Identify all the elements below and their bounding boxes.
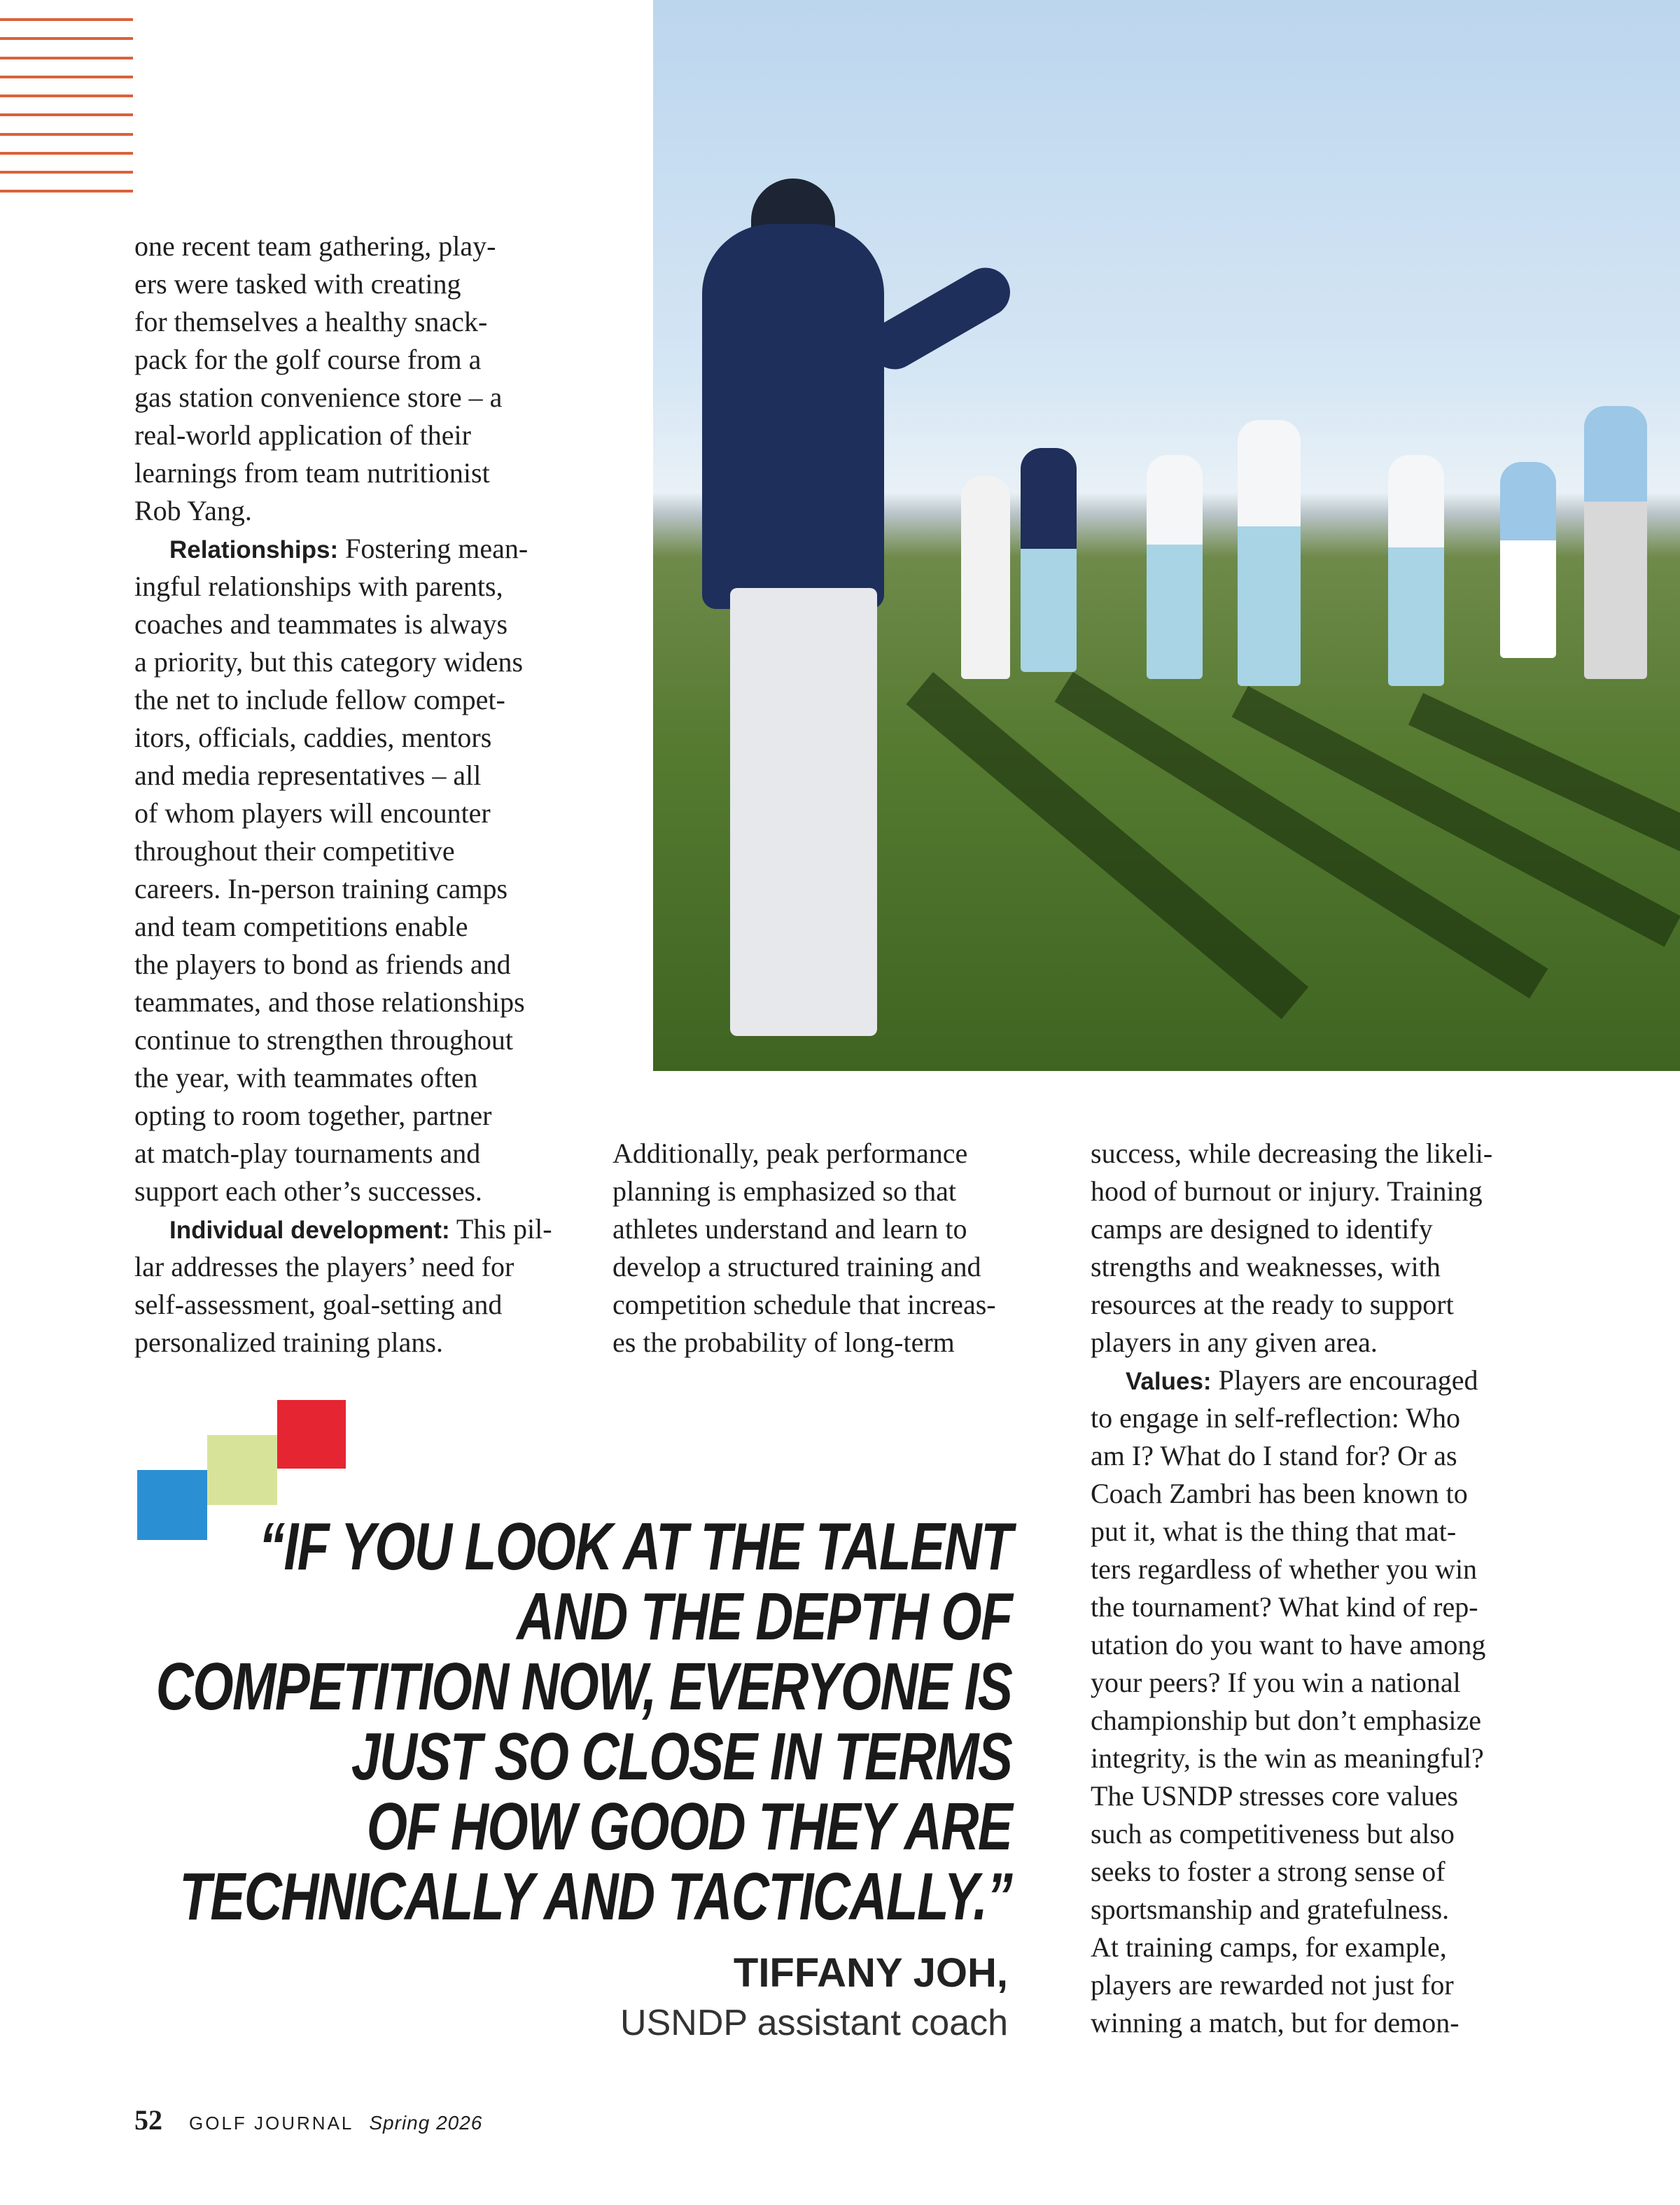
coach-jacket xyxy=(702,224,884,609)
text-line: gas station convenience store – a xyxy=(134,382,503,413)
text-line: integrity, is the win as meaningful? xyxy=(1091,1742,1484,1774)
rule xyxy=(0,171,133,174)
decorative-square-green xyxy=(207,1435,277,1505)
text-line: the year, with teammates often xyxy=(134,1062,478,1093)
text-line: camps are designed to identify xyxy=(1091,1213,1433,1245)
player-figure xyxy=(961,476,1010,679)
section-lead-individual-development: Individual development: xyxy=(169,1217,450,1244)
text-line: es the probability of long-term xyxy=(612,1326,955,1358)
text-line: sportsmanship and gratefulness. xyxy=(1091,1893,1450,1925)
player-figure xyxy=(1388,455,1444,686)
rule xyxy=(0,57,133,59)
text-line: and media representatives – all xyxy=(134,760,482,791)
text-line: of whom players will encounter xyxy=(134,797,491,829)
text-line: a priority, but this category widens xyxy=(134,646,524,678)
text-line: winning a match, but for demon- xyxy=(1091,2007,1460,2038)
text-line: utation do you want to have among xyxy=(1091,1629,1486,1660)
player-figure xyxy=(1500,462,1556,658)
text-line: for themselves a healthy snack- xyxy=(134,306,488,337)
player-figure xyxy=(1021,448,1077,672)
text-line: players are rewarded not just for xyxy=(1091,1969,1454,2001)
quote-line: COMPETITION NOW, EVERYONE IS xyxy=(155,1649,1011,1724)
text-line: itors, officials, caddies, mentors xyxy=(134,722,492,753)
rule xyxy=(0,190,133,192)
rule xyxy=(0,76,133,78)
quote-line: OF HOW GOOD THEY ARE xyxy=(366,1789,1011,1864)
text-line: throughout their competitive xyxy=(134,835,455,867)
player-figure xyxy=(1238,420,1301,686)
coach-pants xyxy=(730,588,877,1036)
text-line: personalized training plans. xyxy=(134,1326,443,1358)
text-line: careers. In-person training camps xyxy=(134,873,508,904)
text-line: resources at the ready to support xyxy=(1091,1289,1454,1320)
text-line: championship but don’t emphasize xyxy=(1091,1704,1482,1736)
text-line: at match-play tournaments and xyxy=(134,1138,481,1169)
publication-name: GOLF JOURNAL xyxy=(189,2113,354,2134)
text-line: athletes understand and learn to xyxy=(612,1213,967,1245)
text-line: Coach Zambri has been known to xyxy=(1091,1478,1468,1509)
rule xyxy=(0,152,133,155)
text-line: Rob Yang. xyxy=(134,495,252,526)
team-photo xyxy=(653,0,1680,1071)
quote-line: JUST SO CLOSE IN TERMS xyxy=(351,1719,1011,1794)
text-line: At training camps, for example, xyxy=(1091,1931,1447,1963)
text-line: such as competitiveness but also xyxy=(1091,1818,1455,1849)
pull-quote xyxy=(0,1509,1011,1934)
player-figure xyxy=(1584,406,1647,679)
text-line: Values: Players are encouraged xyxy=(1126,1364,1478,1396)
text-line: ers were tasked with creating xyxy=(134,268,461,300)
text-line: Additionally, peak performance xyxy=(612,1138,968,1169)
decorative-square-red xyxy=(277,1400,346,1469)
text-line: Relationships: Fostering mean- xyxy=(169,533,528,564)
text-line: one recent team gathering, play- xyxy=(134,230,496,262)
quote-line: TECHNICALLY AND TACTICALLY.” xyxy=(178,1859,1011,1934)
text-line: ingful relationships with parents, xyxy=(134,570,503,602)
text-line: real-world application of their xyxy=(134,419,471,451)
text-line: Individual development: This pil- xyxy=(169,1213,552,1245)
text-line: support each other’s successes. xyxy=(134,1175,482,1207)
text-line: strengths and weaknesses, with xyxy=(1091,1251,1441,1282)
page-number: 52 xyxy=(134,2104,162,2136)
rule xyxy=(0,18,133,21)
text-line: seeks to foster a strong sense of xyxy=(1091,1856,1446,1887)
quote-attribution-name: TIFFANY JOH, xyxy=(733,1950,1008,1996)
page-footer xyxy=(134,2104,482,2136)
text-line: planning is emphasized so that xyxy=(612,1175,957,1207)
text-line: The USNDP stresses core values xyxy=(1091,1780,1459,1812)
text-line: am I? What do I stand for? Or as xyxy=(1091,1440,1457,1471)
rule xyxy=(0,94,133,97)
text-line: teammates, and those relationships xyxy=(134,986,525,1018)
coach-arm xyxy=(861,259,1019,379)
article-column-1 xyxy=(134,227,596,1362)
section-lead-values: Values: xyxy=(1126,1368,1212,1395)
text-line: success, while decreasing the likeli- xyxy=(1091,1138,1493,1169)
text-line: ters regardless of whether you win xyxy=(1091,1553,1478,1585)
rule xyxy=(0,113,133,116)
issue-date: Spring 2026 xyxy=(369,2112,483,2134)
text-line: lar addresses the players’ need for xyxy=(134,1251,514,1282)
text-line: put it, what is the thing that mat- xyxy=(1091,1516,1457,1547)
rule xyxy=(0,133,133,136)
text-line: and team competitions enable xyxy=(134,911,468,942)
quote-line: “IF YOU LOOK AT THE TALENT xyxy=(258,1509,1011,1584)
text-line: your peers? If you win a national xyxy=(1091,1667,1461,1698)
text-line: pack for the golf course from a xyxy=(134,344,482,375)
text-line: continue to strengthen throughout xyxy=(134,1024,514,1056)
text-line: the players to bond as friends and xyxy=(134,948,511,980)
text-line: competition schedule that increas- xyxy=(612,1289,996,1320)
text-line: develop a structured training and xyxy=(612,1251,981,1282)
text-line: self-assessment, goal-setting and xyxy=(134,1289,503,1320)
text-line: the net to include fellow compet- xyxy=(134,684,505,715)
text-line: coaches and teammates is always xyxy=(134,608,508,640)
text-line: learnings from team nutritionist xyxy=(134,457,490,489)
section-lead-relationships: Relationships: xyxy=(169,536,339,564)
rule xyxy=(0,37,133,40)
quote-attribution-role: USNDP assistant coach xyxy=(620,2003,1008,2043)
quote-line: AND THE DEPTH OF xyxy=(516,1579,1011,1654)
text-line: players in any given area. xyxy=(1091,1326,1378,1358)
text-line: the tournament? What kind of rep- xyxy=(1091,1591,1478,1623)
player-figure xyxy=(1147,455,1203,679)
text-line: opting to room together, partner xyxy=(134,1100,492,1131)
text-line: to engage in self-reflection: Who xyxy=(1091,1402,1460,1434)
article-column-3 xyxy=(1091,1135,1553,2042)
text-line: hood of burnout or injury. Training xyxy=(1091,1175,1483,1207)
article-column-2 xyxy=(612,1135,1074,1362)
